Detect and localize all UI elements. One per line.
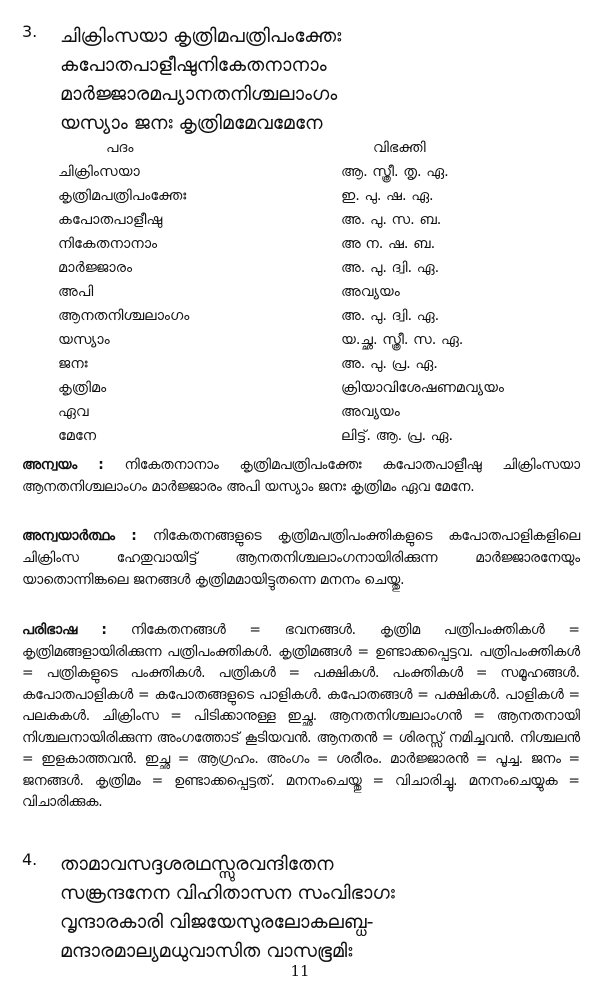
case-cell: ക്രിയാവിശേഷണമവ്യയം — [341, 380, 504, 396]
case-cell: ആ. സ്ത്രീ. തൃ. ഏ. — [341, 164, 449, 180]
header-vibhakti: വിഭക്തി — [373, 140, 426, 156]
table-row — [58, 376, 580, 400]
table-header — [58, 136, 580, 160]
anvayartham-label: അന്വയാർത്ഥം : — [22, 528, 137, 544]
table-row — [58, 424, 580, 448]
word-cell: ഏവ — [58, 404, 89, 420]
case-cell: അ. പു. പ്ര. ഏ. — [341, 356, 438, 372]
anvayam-paragraph — [22, 454, 580, 498]
header-padam: പദം — [106, 140, 134, 156]
word-cell: ആനതനിശ്ചലാംഗം — [58, 308, 190, 324]
word-analysis-table — [58, 136, 580, 448]
verse-number: 4. — [22, 850, 38, 869]
table-row — [58, 184, 580, 208]
case-cell: അവ്യയം — [341, 404, 400, 420]
table-row — [58, 328, 580, 352]
word-cell: ജനഃ — [58, 356, 88, 372]
case-cell: യ.ച്ഛ. സ്ത്രീ. സ. ഏ. — [341, 332, 464, 348]
verse-line: കപോതപാളീഷുനികേതനാനാം — [60, 54, 327, 76]
case-cell: അ. പു. ദ്വി. ഏ. — [341, 308, 440, 324]
case-cell: അ ന. ഷ. ബ. — [341, 236, 436, 252]
word-cell: കൃത്രിമപത്രിപംക്തേഃ — [58, 188, 187, 204]
anvayam-text: നികേതനാനാം കൃത്രിമപത്രിപംക്തേഃ കപോതപാളീഷു ചിക്രിംസയാ ആനതനിശ്ചലാംഗം മാർജ്ജാരം അപി യസ്യാം ജനഃ കൃത്രിമം ഏവ മേനേ. — [22, 457, 580, 495]
case-cell: ഇ. പു. ഷ. ഏ. — [341, 188, 434, 204]
anvayam-label: അന്വയം : — [22, 457, 104, 473]
word-cell: അപി — [58, 284, 94, 300]
table-row — [58, 280, 580, 304]
paribhasha-label: പരിഭാഷ : — [22, 622, 107, 638]
word-cell: മാർജ്ജാരം — [58, 260, 133, 276]
verse-number: 3. — [22, 22, 38, 41]
case-cell: അ. പു. ദ്വി. ഏ. — [341, 260, 440, 276]
table-row — [58, 256, 580, 280]
word-cell: കൃത്രിമം — [58, 380, 107, 396]
table-row — [58, 232, 580, 256]
verse-line: മാർജ്ജാരമപ്യാനതനിശ്ചലാംഗം — [60, 83, 338, 105]
table-row — [58, 352, 580, 376]
paribhasha-text: നികേതനങ്ങൾ = ഭവനങ്ങൾ. കൃത്രിമ പത്രിപംക്തികൾ = കൃത്രിമങ്ങളായിരിക്കുന്ന പത്രിപംക്തികൾ. കൃത്രിമങ്ങൾ = ഉണ്ടാക്കപ്പെട്ടവ. പത്രിപംക്തികൾ = പത്രികളുടെ പംക്തികൾ. പത്രികൾ = പക്ഷികൾ. പംക്തികൾ = സമൂഹങ്ങൾ. കപോതപാളികൾ = കപോതങ്ങളുടെ പാളികൾ. കപോതങ്ങൾ = പക്ഷികൾ. പാളികൾ = പലകകൾ. ചിക്രിംസ = പിടിക്കാനുള്ള ഇച്ഛ. ആനതനിശ്ചലാംഗൻ = ആനതനായി നിശ്ചലനായിരിക്കുന്ന അംഗത്തോട് കൂടിയവൻ. ആനതൻ = ശിരസ്സ് നമിച്ചവൻ. നിശ്ചലൻ = ഇളകാത്തവൻ. ഇച്ഛ = ആഗ്രഹം. അംഗം = ശരീരം. മാർജ്ജാരൻ = പൂച്ച. ജനം = ജനങ്ങൾ. കൃത്രിമം = ഉണ്ടാക്കപ്പെട്ടത്. മനനംചെയ്തു = വിചാരിച്ചു. മനനംചെയ്യുക = വിചാരിക്കുക. — [22, 622, 580, 810]
verse-line: താമാവസദ്ദശരഥസ്സുരവന്ദിതേന — [60, 853, 334, 875]
paribhasha-paragraph — [22, 620, 580, 814]
table-row — [58, 400, 580, 424]
anvayartham-text: നികേതനങ്ങളുടെ കൃത്രിമപത്രിപംക്തികളുടെ കപോതപാളികളിലെ ചിക്രിംസ ഹേതുവായിട്ട് ആനതനിശ്ചലാംഗനായിരിക്കുന്ന മാർജ്ജാരനേയും യാതൊന്നിങ്കലെ ജനങ്ങൾ കൃത്രിമമായിട്ടുതന്നെ മനനം ചെയ്തു. — [22, 528, 581, 588]
verse-3 — [22, 22, 580, 138]
table-row — [58, 208, 580, 232]
word-cell: മേനേ — [58, 428, 97, 444]
case-cell: ലിട്ട്. ആ. പ്ര. ഏ. — [341, 428, 454, 444]
page-number: 11 — [290, 962, 310, 980]
word-cell: ചിക്രിംസയാ — [58, 164, 140, 180]
verse-line: മന്ദാരമാല്യമധുവാസിത വാസഭൂമിഃ — [60, 940, 353, 962]
word-cell: കപോതപാളീഷു — [58, 212, 163, 228]
verse-4 — [22, 850, 580, 966]
verse-line: യസ്യാം ജനഃ കൃത്രിമമേവമേനേ — [60, 112, 323, 134]
verse-line: വൃന്ദാരകാരി വിജയേസുരലോകലബ്ധ- — [60, 911, 374, 933]
table-row — [58, 160, 580, 184]
word-cell: യസ്യാം — [58, 332, 110, 348]
word-cell: നികേതനാനാം — [58, 236, 158, 252]
table-row — [58, 304, 580, 328]
case-cell: അവ്യയം — [341, 284, 400, 300]
verse-line: ചിക്രിംസയാ കൃത്രിമപത്രിപംക്തേഃ — [60, 25, 342, 47]
verse-line: സങ്ക്രന്ദനേന വിഹിതാസന സംവിഭാഗഃ — [60, 882, 395, 904]
case-cell: അ. പു. സ. ബ. — [341, 212, 442, 228]
anvayartham-paragraph — [22, 525, 580, 591]
